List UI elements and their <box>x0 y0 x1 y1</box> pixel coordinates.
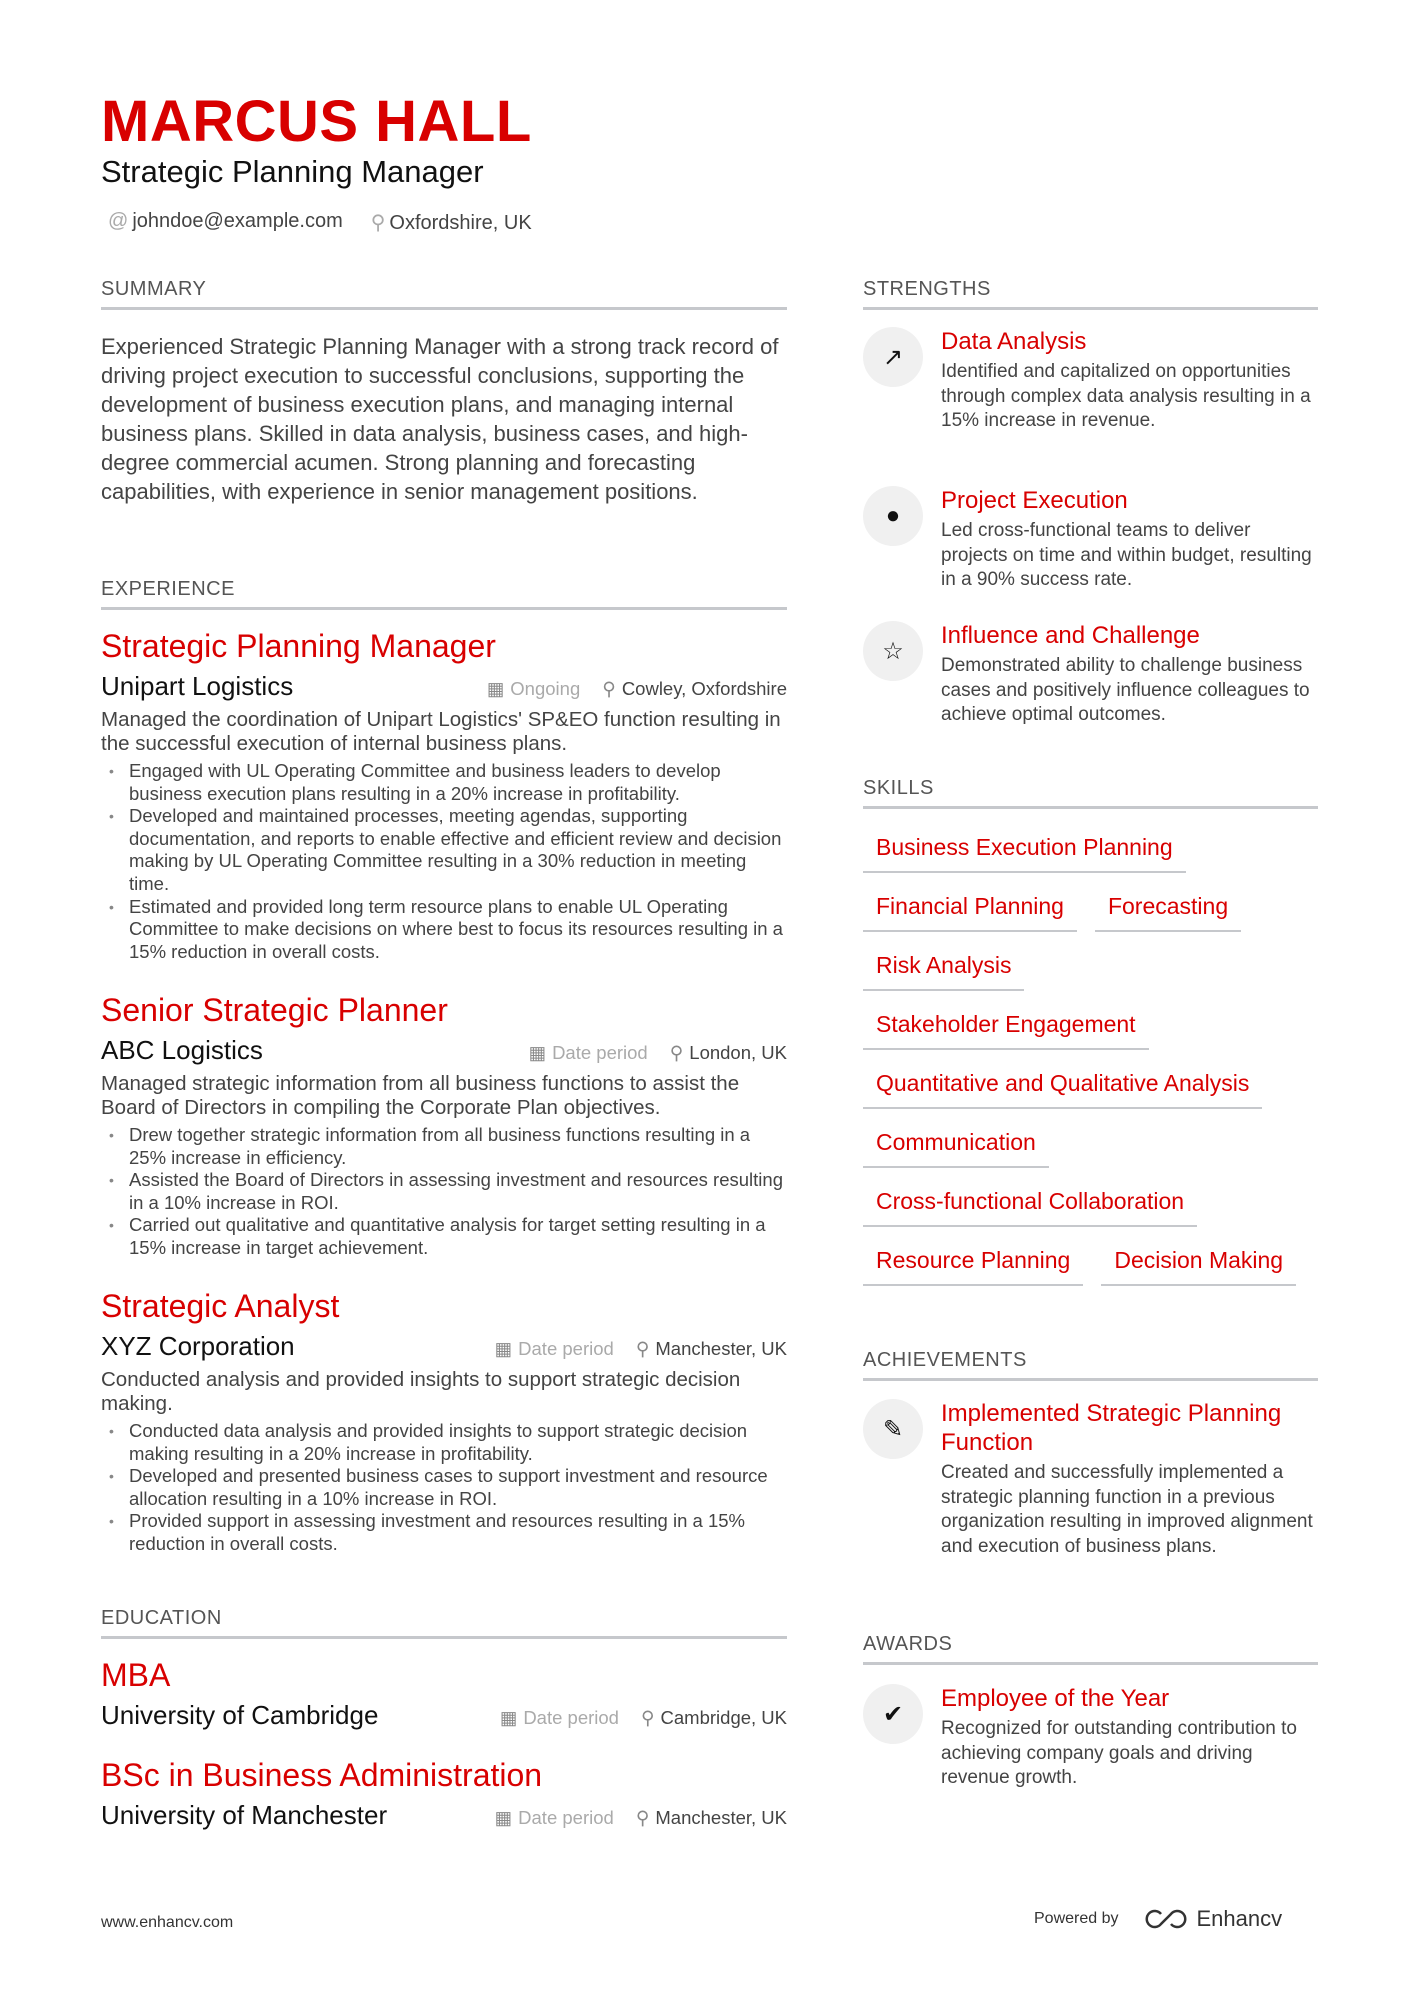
skill-tag: Forecasting <box>1095 893 1241 932</box>
strength-text: Demonstrated ability to challenge business cases and positively influence colleagues to achieve optimal outcomes. <box>941 655 1310 725</box>
section-heading: STRENGTHS <box>863 278 1318 310</box>
skill-tag: Risk Analysis <box>863 952 1024 991</box>
experience-heading-block <box>101 578 787 610</box>
job-bullet: • Assisted the Board of Directors in assessing investment and resources resulting in a 10% increase in ROI. <box>101 1169 787 1214</box>
strength-title: Influence and Challenge <box>941 622 1200 649</box>
at-icon: @ <box>108 210 129 232</box>
achievement-title: Implemented Strategic Planning Function <box>941 1400 1282 1456</box>
edu-date: Date period <box>523 1707 619 1728</box>
calendar-icon: ▦ <box>499 1707 518 1728</box>
job-bullet: • Provided support in assessing investment and resources resulting in a 15% reduction in overall costs. <box>101 1510 787 1555</box>
company: ABC Logistics <box>101 1035 263 1065</box>
brand-name: Enhancv <box>1196 1906 1283 1931</box>
strength-item <box>863 621 1318 728</box>
degree: MBA <box>101 1657 171 1693</box>
skill-row <box>863 1188 1197 1227</box>
skill-row <box>863 893 1241 932</box>
location-text: Oxfordshire, UK <box>389 212 532 234</box>
job-entry <box>101 628 787 963</box>
strength-title: Data Analysis <box>941 328 1087 355</box>
skill-tag: Stakeholder Engagement <box>863 1011 1149 1050</box>
job-bullet: • Carried out qualitative and quantitative analysis for target setting resulting in a 15% increase in target achievement. <box>101 1214 787 1259</box>
job-description: Conducted analysis and provided insights to support strategic decision making. <box>101 1368 741 1415</box>
summary-section <box>101 278 787 506</box>
check-icon: ✔ <box>863 1684 923 1744</box>
magic-wand-icon: ✎ <box>863 1399 923 1459</box>
job-bullet: • Estimated and provided long term resource plans to enable UL Operating Committee to make decisions on where best to focus its resources resulting in a 15% reduction in overall costs. <box>101 896 787 964</box>
skill-tag: Cross-functional Collaboration <box>863 1188 1197 1227</box>
strength-text: Identified and capitalized on opportunities through complex data analysis resulting in a 15% increase in revenue. <box>941 361 1311 431</box>
skill-tag: Quantitative and Qualitative Analysis <box>863 1070 1262 1109</box>
email-text: johndoe@example.com <box>132 210 343 232</box>
school: University of Manchester <box>101 1800 388 1830</box>
strengths-heading-block <box>863 278 1318 310</box>
skills-heading-block <box>863 777 1318 809</box>
skill-row <box>863 1070 1262 1109</box>
head-idea-icon: ● <box>863 486 923 546</box>
award-title: Employee of the Year <box>941 1685 1170 1712</box>
job-description: Managed strategic information from all business functions to assist the Board of Directors in compiling the Corporate Plan objectives. <box>101 1072 740 1119</box>
section-heading: EXPERIENCE <box>101 578 787 610</box>
email[interactable] <box>108 210 343 235</box>
skill-tag: Decision Making <box>1101 1247 1296 1286</box>
award-item <box>863 1684 1318 1791</box>
calendar-icon: ▦ <box>528 1042 547 1063</box>
section-heading: AWARDS <box>863 1633 1318 1665</box>
edu-date: Date period <box>518 1807 614 1828</box>
skill-row <box>863 834 1186 873</box>
job-bullet: • Developed and presented business cases to support investment and resource allocation resulting in a 10% increase in ROI. <box>101 1465 787 1510</box>
footer-website[interactable]: www.enhancv.com <box>101 1914 234 1931</box>
brand-logo <box>1143 1906 1283 1932</box>
skill-tag: Business Execution Planning <box>863 834 1186 873</box>
section-heading: EDUCATION <box>101 1607 787 1639</box>
candidate-name: MARCUS HALL <box>101 89 532 154</box>
strength-item <box>863 327 1318 434</box>
strength-text: Led cross-functional teams to deliver projects on time and within budget, resulting in a 90% success rate. <box>941 520 1312 590</box>
job-title: Senior Strategic Planner <box>101 992 448 1028</box>
location-pin-icon: ⚲ <box>602 678 616 699</box>
skill-tag: Financial Planning <box>863 893 1077 932</box>
achievement-item <box>863 1399 1318 1559</box>
job-location: Cowley, Oxfordshire <box>621 678 787 699</box>
skill-row <box>863 1011 1149 1050</box>
skill-tag: Resource Planning <box>863 1247 1083 1286</box>
achievement-text: Created and successfully implemented a strategic planning function in a previous organization resulting in improved alignment and execution of business plans. <box>941 1462 1313 1557</box>
skill-row <box>863 952 1024 991</box>
strength-item <box>863 486 1318 593</box>
section-heading: SUMMARY <box>101 278 787 310</box>
job-date: Date period <box>518 1338 614 1359</box>
job-title: Strategic Analyst <box>101 1288 340 1324</box>
job-entry <box>101 992 787 1260</box>
school: University of Cambridge <box>101 1700 379 1730</box>
calendar-icon: ▦ <box>486 678 505 699</box>
location-pin-icon: ⚲ <box>640 1707 655 1728</box>
company: Unipart Logistics <box>101 671 294 701</box>
summary-text: Experienced Strategic Planning Manager with a strong track record of driving project execution to successful conclusions, supporting the development of business execution plans, and managing internal business plans. Skilled in data analysis, business cases, and high-degree commercial acumen. Strong planning and forecasting capabilities, with experience in senior management positions. <box>101 334 779 504</box>
job-description: Managed the coordination of Unipart Logistics' SP&EO function resulting in the successful execution of internal business plans. <box>101 708 781 755</box>
calendar-icon: ▦ <box>494 1338 513 1359</box>
candidate-title: Strategic Planning Manager <box>101 154 484 189</box>
location-pin-icon: ⚲ <box>370 212 386 234</box>
location-pin-icon: ⚲ <box>635 1807 650 1828</box>
job-bullet: • Conducted data analysis and provided insights to support strategic decision making resulting in a 20% increase in profitability. <box>101 1420 787 1465</box>
award-text: Recognized for outstanding contribution to achieving company goals and driving revenue growth. <box>941 1718 1297 1788</box>
education-entry <box>101 1757 787 1831</box>
job-entry <box>101 1288 787 1556</box>
job-title: Strategic Planning Manager <box>101 628 496 664</box>
education-entry <box>101 1657 787 1731</box>
job-location: Manchester, UK <box>655 1338 787 1359</box>
job-bullet: • Drew together strategic information from all business functions resulting in a 25% increase in efficiency. <box>101 1124 787 1169</box>
star-icon: ☆ <box>863 621 923 681</box>
degree: BSc in Business Administration <box>101 1757 543 1793</box>
location <box>371 210 532 235</box>
awards-heading-block <box>863 1633 1318 1665</box>
job-bullet: • Developed and maintained processes, meeting agendas, supporting documentation, and reports to enable effective and efficient review and decision making by UL Operating Committee resulting in a 30% reduction in meeting time. <box>101 805 787 895</box>
education-heading-block <box>101 1607 787 1639</box>
strength-title: Project Execution <box>941 487 1128 514</box>
job-location: London, UK <box>689 1042 787 1063</box>
location-pin-icon: ⚲ <box>669 1042 684 1063</box>
location-pin-icon: ⚲ <box>635 1338 650 1359</box>
edu-location: Cambridge, UK <box>660 1707 787 1728</box>
company: XYZ Corporation <box>101 1331 295 1361</box>
skill-row <box>863 1247 1296 1286</box>
calendar-icon: ▦ <box>494 1807 513 1828</box>
contact-row <box>108 210 532 235</box>
footer-powered <box>1034 1906 1282 1932</box>
skill-row <box>863 1129 1049 1168</box>
section-heading: SKILLS <box>863 777 1318 809</box>
enhancv-logo-icon <box>1143 1908 1189 1930</box>
section-heading: ACHIEVEMENTS <box>863 1349 1318 1381</box>
chart-arrow-icon: ↗ <box>863 327 923 387</box>
achievements-heading-block <box>863 1349 1318 1381</box>
job-date: Date period <box>552 1042 648 1063</box>
edu-location: Manchester, UK <box>655 1807 787 1828</box>
powered-by-text: Powered by <box>1034 1910 1119 1927</box>
skill-tag: Communication <box>863 1129 1049 1168</box>
job-bullet: • Engaged with UL Operating Committee and business leaders to develop business execution plans resulting in a 20% increase in profitability. <box>101 760 787 805</box>
job-date: Ongoing <box>510 678 581 699</box>
